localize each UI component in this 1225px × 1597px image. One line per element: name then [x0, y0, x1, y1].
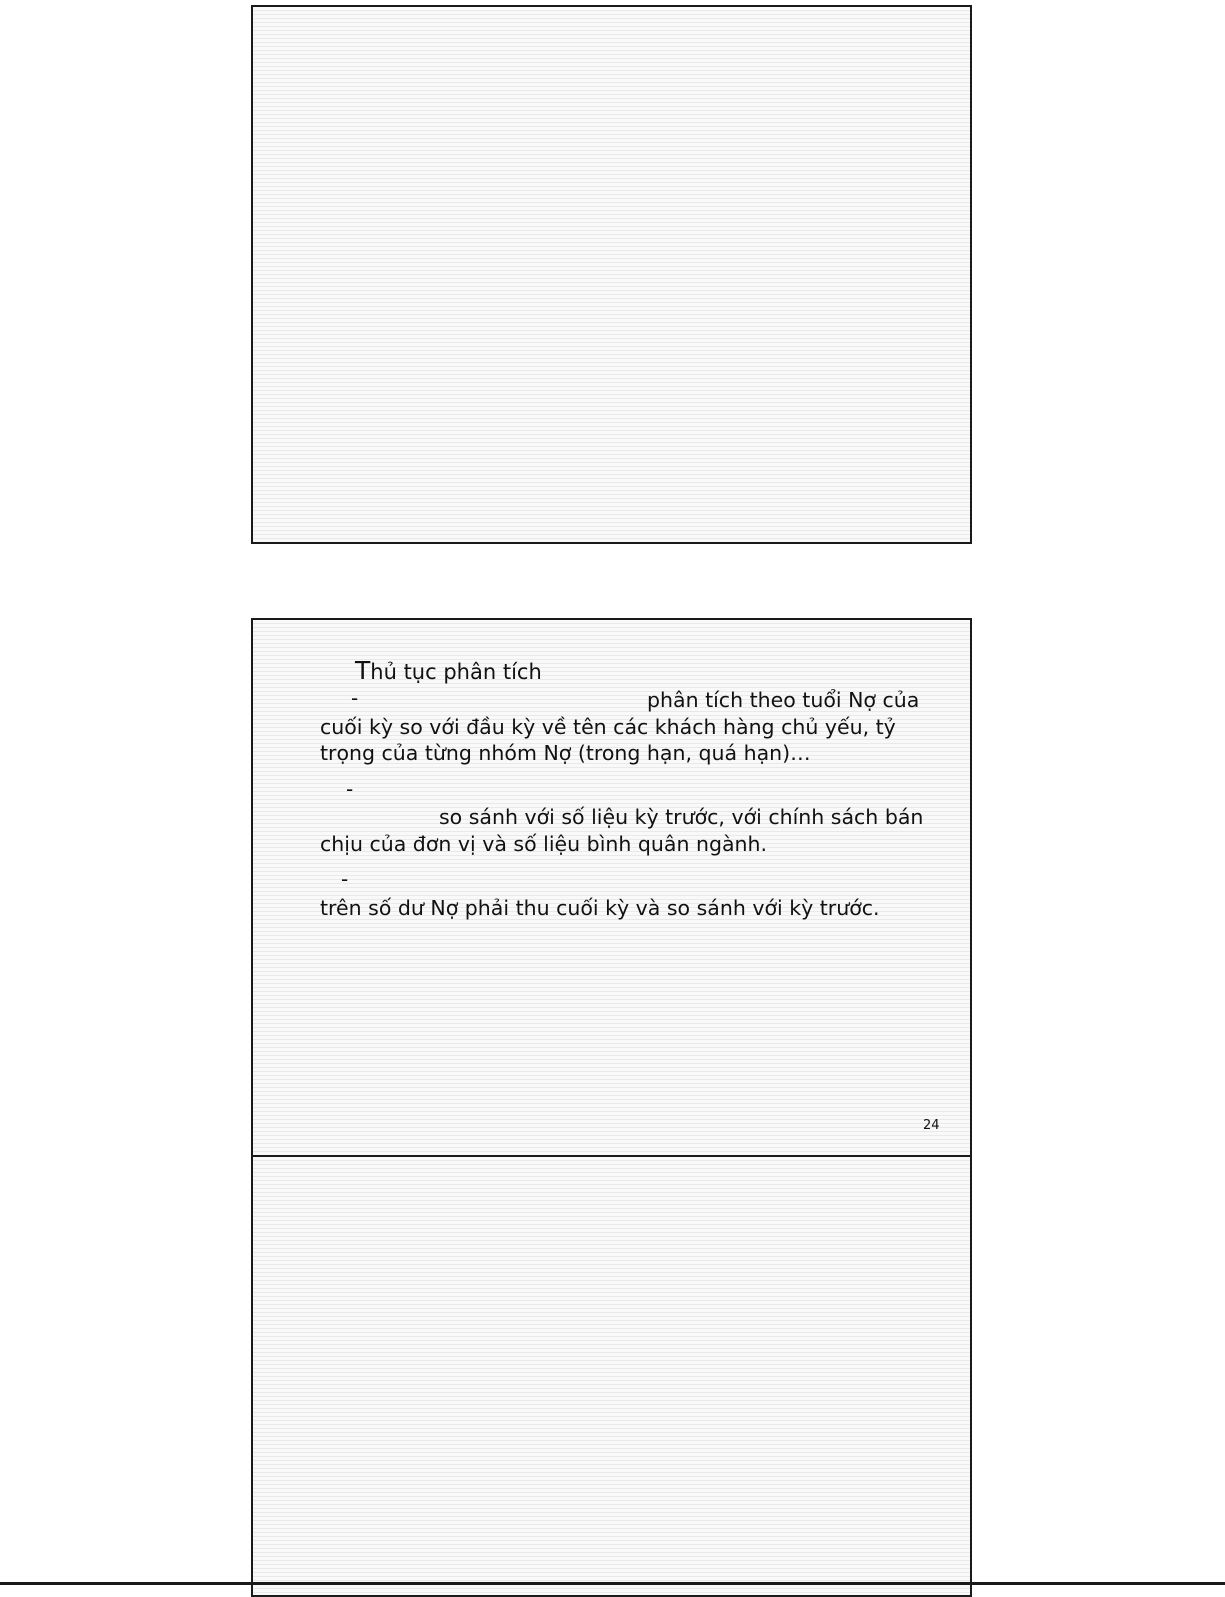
bullet-3-line-1: trên số dư Nợ phải thu cuối kỳ và so sánh với kỳ trước. [320, 896, 880, 920]
bullet-1-dash: - [351, 686, 359, 710]
bullet-1-line-1: phân tích theo tuổi Nợ của [647, 688, 920, 712]
slide-top [251, 5, 972, 544]
slide-title [355, 656, 542, 685]
slide-title-initial: T [355, 656, 371, 685]
bullet-1-line-2: cuối kỳ so với đầu kỳ về tên các khách hàng chủ yếu, tỷ [320, 715, 896, 739]
slide-bottom [251, 1157, 972, 1597]
bullet-2-line-1: so sánh với số liệu kỳ trước, với chính sách bán [439, 805, 924, 829]
slide-number: 24 [923, 1118, 940, 1133]
bullet-1-line-3: trọng của từng nhóm Nợ (trong hạn, quá hạn)… [320, 741, 811, 765]
bullet-3-dash: - [341, 867, 349, 891]
bullet-2-line-2: chịu của đơn vị và số liệu bình quân ngành. [320, 832, 768, 856]
slide-title-rest: hủ tục phân tích [370, 660, 542, 684]
bullet-2-dash: - [346, 777, 354, 801]
slide-middle [251, 618, 972, 1157]
